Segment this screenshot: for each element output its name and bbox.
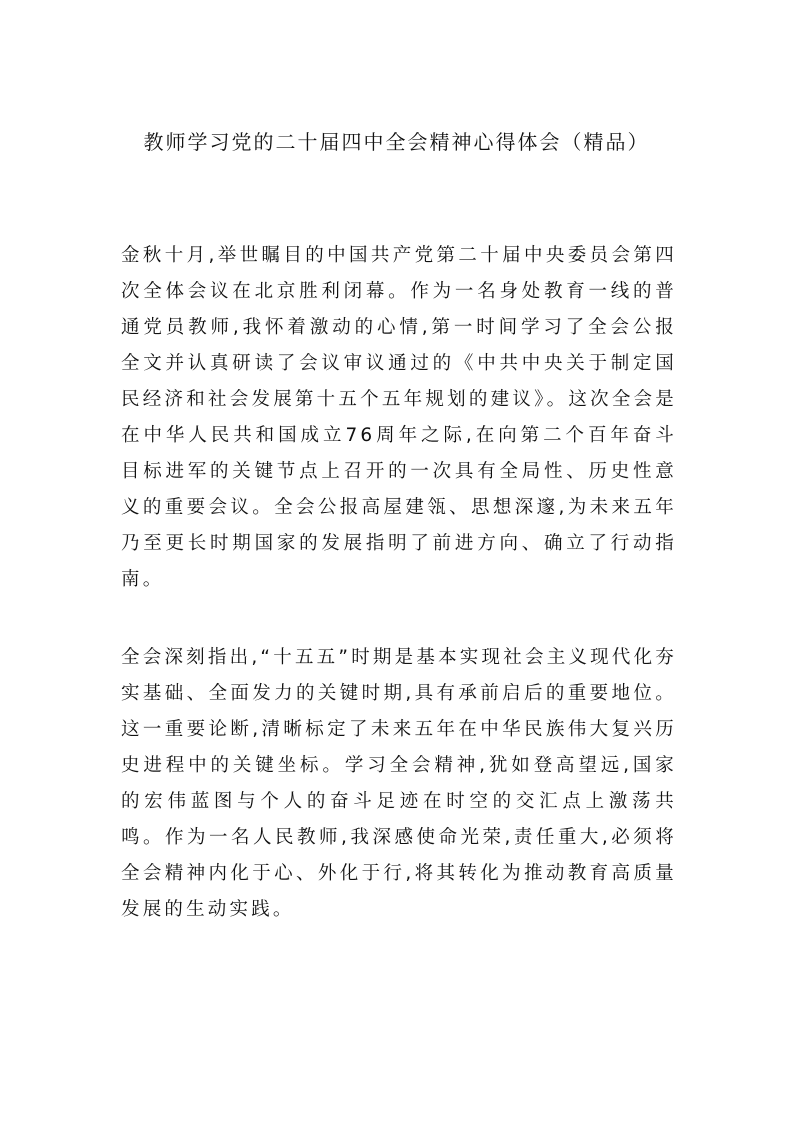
paragraph-2: 全会深刻指出,“十五五”时期是基本实现社会主义现代化夯实基础、全面发力的关键时期,具有承前启后的重要地位。这一重要论断,清晰标定了未来五年在中华民族伟大复兴历史进程中的关键坐标。学习全会精神,犹如登高望远,国家的宏伟蓝图与个人的奋斗足迹在时空的交汇点上激荡共鸣。作为一名人民教师,我深感使命光荣,责任重大,必须将全会精神内化于心、外化于行,将其转化为推动教育高质量发展的生动实践。	[121, 647, 677, 920]
paragraph-1: 金秋十月,举世瞩目的中国共产党第二十届中央委员会第四次全体会议在北京胜利闭幕。作为一名身处教育一线的普通党员教师,我怀着激动的心情,第一时间学习了全会公报全文并认真研读了会议审议通过的《中共中央关于制定国民经济和社会发展第十五个五年规划的建议》。这次全会是在中华人民共和国成立76周年之际,在向第二个百年奋斗目标进军的关键节点上召开的一次具有全局性、历史性意义的重要会议。全会公报高屋建瓴、思想深邃,为未来五年乃至更长时期国家的发展指明了前进方向、确立了行动指南。	[121, 245, 677, 590]
document-body	[121, 238, 677, 970]
document-title: 教师学习党的二十届四中全会精神心得体会（精品）	[143, 130, 650, 154]
